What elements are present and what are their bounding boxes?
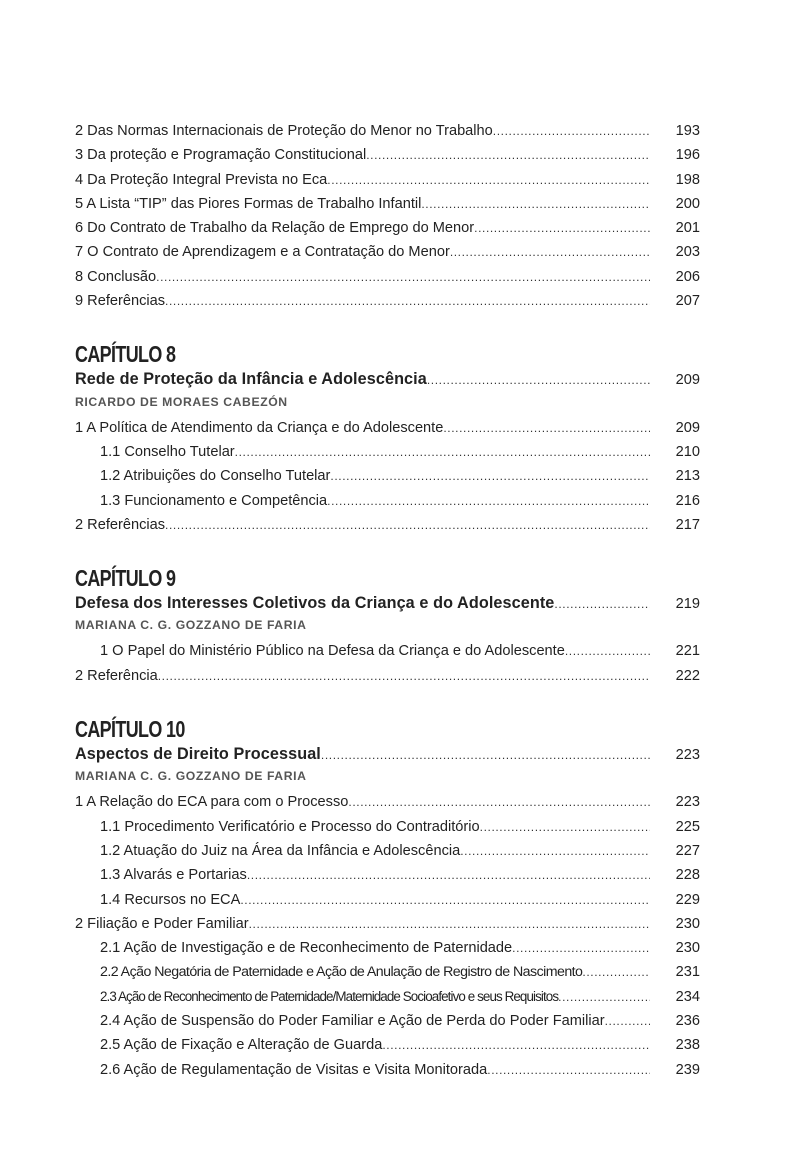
toc-subentry xyxy=(75,815,700,839)
toc-entry-page: 198 xyxy=(675,171,700,188)
toc-entry-label: 2.5 Ação de Fixação e Alteração de Guarda xyxy=(100,1037,383,1054)
leader-dots xyxy=(421,192,650,216)
toc-entry-label: 1.1 Procedimento Verificatório e Processo do Contraditório xyxy=(100,818,480,835)
toc-entry-page: 227 xyxy=(675,842,700,859)
toc-entry-page: 201 xyxy=(675,220,700,237)
chapter-title: Rede de Proteção da Infância e Adolescência xyxy=(75,370,427,389)
leader-dots xyxy=(247,863,650,887)
toc-entry-page: 217 xyxy=(675,516,700,533)
leader-dots xyxy=(366,143,650,167)
toc-entry xyxy=(75,119,700,143)
toc-entry-page: 213 xyxy=(675,468,700,485)
toc-entry-label: 4 Da Proteção Integral Prevista no Eca xyxy=(75,171,328,188)
leader-dots xyxy=(427,368,650,392)
leader-dots xyxy=(460,839,650,863)
toc-entry xyxy=(75,192,700,216)
chapter-section xyxy=(75,341,700,537)
toc-entry-page: 196 xyxy=(675,147,700,164)
toc-entry-page: 209 xyxy=(675,419,700,436)
toc-subentry xyxy=(75,639,700,663)
toc-entry-label: 2.4 Ação de Suspensão do Poder Familiar e Ação de Perda do Poder Familiar xyxy=(100,1013,605,1030)
toc-entry xyxy=(75,216,700,240)
toc-entry-label: 1.2 Atuação do Juiz na Área da Infância e Adolescência xyxy=(100,842,461,859)
chapter-title: Defesa dos Interesses Coletivos da Criança e do Adolescente xyxy=(75,594,555,613)
toc-entry-page: 234 xyxy=(675,988,700,1005)
chapter-title-page: 209 xyxy=(675,372,700,389)
leader-dots xyxy=(348,790,650,814)
toc-entry-page: 230 xyxy=(675,940,700,957)
toc-entry-label: 2 Filiação e Poder Familiar xyxy=(75,915,249,932)
toc-entry xyxy=(75,265,700,289)
toc-entry-page: 238 xyxy=(675,1037,700,1054)
toc-entry-page: 221 xyxy=(675,643,700,660)
toc-entry-page: 193 xyxy=(675,123,700,139)
toc-entry xyxy=(75,240,700,264)
toc-entry-label: 7 O Contrato de Aprendizagem e a Contratação do Menor xyxy=(75,244,450,261)
toc-entry-page: 236 xyxy=(675,1013,700,1030)
toc-entry xyxy=(75,664,700,688)
toc-entry-label: 1.1 Conselho Tutelar xyxy=(100,443,235,460)
toc-entry-page: 223 xyxy=(675,794,700,811)
toc-entry xyxy=(75,143,700,167)
toc-entry xyxy=(75,168,700,192)
toc-subentry xyxy=(75,936,700,960)
toc-entry-label: 9 Referências xyxy=(75,293,166,310)
leader-dots xyxy=(512,936,650,960)
toc-subentry xyxy=(75,839,700,863)
leader-dots xyxy=(582,960,650,984)
toc-entry-label: 2 Referência xyxy=(75,667,158,684)
toc-entry xyxy=(75,912,700,936)
leader-dots xyxy=(165,289,650,313)
leader-dots xyxy=(156,265,650,289)
toc-entry-label: 2.2 Ação Negatória de Paternidade e Ação de Anulação de Registro de Nascimento xyxy=(100,964,583,981)
chapter-heading: CAPÍTULO 10 xyxy=(75,716,185,743)
toc-entry-label: 1.4 Recursos no ECA xyxy=(100,891,241,908)
toc-entry-label: 2.1 Ação de Investigação e de Reconhecimento de Paternidade xyxy=(100,940,513,957)
toc-subentry xyxy=(75,464,700,488)
toc-entry-page: 239 xyxy=(675,1061,700,1078)
chapter-title-row xyxy=(75,367,700,391)
leader-dots xyxy=(327,489,650,513)
toc-entry-label: 1 A Relação do ECA para com o Processo xyxy=(75,794,349,811)
leader-dots xyxy=(480,815,650,839)
leader-dots xyxy=(558,985,650,1009)
toc-entry xyxy=(75,790,700,814)
leader-dots xyxy=(382,1033,650,1057)
toc-entry-page: 229 xyxy=(675,891,700,908)
toc-subentry xyxy=(75,888,700,912)
toc-entry-page: 200 xyxy=(675,195,700,212)
toc-subentry xyxy=(75,1033,700,1057)
toc-entry-label: 6 Do Contrato de Trabalho da Relação de Emprego do Menor xyxy=(75,220,475,237)
leader-dots xyxy=(450,240,650,264)
chapter-section xyxy=(75,716,700,1082)
toc-entry-page: 231 xyxy=(675,964,700,981)
toc-entry-label: 2.6 Ação de Regulamentação de Visitas e Visita Monitorada xyxy=(100,1061,488,1078)
toc-entry xyxy=(75,513,700,537)
chapter-heading: CAPÍTULO 8 xyxy=(75,341,176,368)
toc-entry-label: 2.3 Ação de Reconhecimento de Paternidade/Maternidade Socioafetivo e seus Requisitos xyxy=(100,988,559,1004)
leader-dots xyxy=(235,440,650,464)
toc-entry xyxy=(75,289,700,313)
chapter-title-page: 223 xyxy=(675,747,700,764)
toc-subentry xyxy=(75,960,700,984)
toc-entry-page: 230 xyxy=(675,915,700,932)
toc-entry-page: 216 xyxy=(675,492,700,509)
toc-entry-page: 228 xyxy=(675,867,700,884)
toc-entry-label: 8 Conclusão xyxy=(75,268,157,285)
toc-entry-page: 206 xyxy=(675,268,700,285)
toc-entry-label: 1 A Política de Atendimento da Criança e do Adolescente xyxy=(75,419,444,436)
toc-entry-page: 207 xyxy=(675,293,700,310)
toc-subentry xyxy=(75,1058,700,1082)
toc-subentry xyxy=(75,863,700,887)
toc-entry xyxy=(75,416,700,440)
toc-entry-label: 1 O Papel do Ministério Público na Defesa da Criança e do Adolescente xyxy=(100,643,565,660)
toc-entry-page: 225 xyxy=(675,818,700,835)
toc-entry-page: 222 xyxy=(675,667,700,684)
chapter-heading: CAPÍTULO 9 xyxy=(75,565,176,592)
toc-entry-label: 1.2 Atribuições do Conselho Tutelar xyxy=(100,468,331,485)
chapter-title-row xyxy=(75,742,700,766)
leader-dots xyxy=(565,639,650,663)
toc-subentry xyxy=(75,440,700,464)
leader-dots xyxy=(474,216,650,240)
chapter-author: RICARDO DE MORAES CABEZÓN xyxy=(75,394,288,409)
toc-subentry xyxy=(75,489,700,513)
leader-dots xyxy=(165,513,650,537)
toc-subentry xyxy=(75,1009,700,1033)
leader-dots xyxy=(605,1009,650,1033)
toc-entry-label: 3 Da proteção e Programação Constitucional xyxy=(75,147,367,164)
chapter-title-row xyxy=(75,591,700,615)
toc-entry-page: 203 xyxy=(675,244,700,261)
toc-entry-page: 210 xyxy=(675,443,700,460)
chapter-author: MARIANA C. G. GOZZANO DE FARIA xyxy=(75,769,307,784)
leader-dots xyxy=(487,1058,650,1082)
toc-entry-label: 5 A Lista “TIP” das Piores Formas de Trabalho Infantil xyxy=(75,195,422,212)
leader-dots xyxy=(443,416,650,440)
toc-subentry xyxy=(75,985,700,1009)
leader-dots xyxy=(330,464,650,488)
chapter-section xyxy=(75,565,700,688)
toc-entry-label: 1.3 Alvarás e Portarias xyxy=(100,867,247,884)
leader-dots xyxy=(249,912,650,936)
leader-dots xyxy=(554,592,650,616)
leader-dots xyxy=(321,743,650,767)
toc-entry-label: 2 Das Normas Internacionais de Proteção do Menor no Trabalho xyxy=(75,123,493,139)
toc-entry-label: 2 Referências xyxy=(75,516,166,533)
leader-dots xyxy=(493,119,650,143)
leader-dots xyxy=(327,168,650,192)
leader-dots xyxy=(158,664,650,688)
chapter-title: Aspectos de Direito Processual xyxy=(75,745,321,764)
chapter-title-page: 219 xyxy=(675,596,700,613)
table-of-contents xyxy=(75,119,700,1082)
toc-entry-label: 1.3 Funcionamento e Competência xyxy=(100,492,328,509)
leader-dots xyxy=(240,888,650,912)
chapter-author: MARIANA C. G. GOZZANO DE FARIA xyxy=(75,618,307,633)
